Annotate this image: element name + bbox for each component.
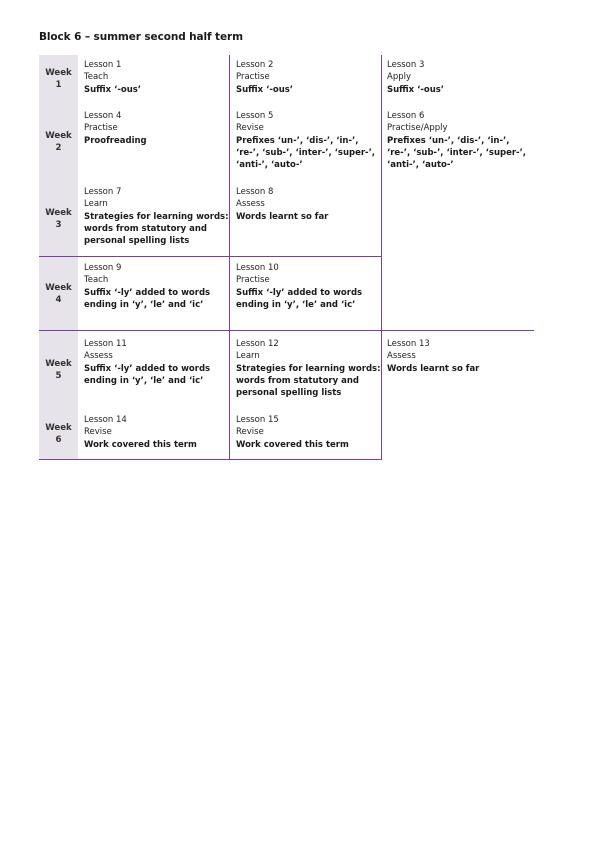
lesson-title: Lesson 5 — [236, 111, 274, 121]
lesson-14-cell — [84, 414, 229, 451]
lesson-title: Lesson 14 — [84, 415, 127, 425]
lesson-topic: Suffix ‘-ous’ — [387, 84, 445, 95]
column-divider-2 — [381, 55, 382, 460]
lesson-2-cell — [236, 59, 381, 96]
lesson-stage: Practise — [236, 72, 270, 83]
lesson-topic: Suffix ‘-ly’ added to words ending in ‘y’, ‘le’ and ‘ic’ — [236, 287, 363, 310]
lesson-title: Lesson 8 — [236, 187, 274, 197]
lesson-title: Lesson 4 — [84, 111, 122, 121]
lesson-stage: Learn — [236, 351, 260, 362]
lesson-topic: Work covered this term — [236, 439, 349, 450]
week-label-5: Week 5 — [39, 331, 78, 409]
lesson-topic: Suffix ‘-ly’ added to words ending in ‘y’, ‘le’ and ‘ic’ — [84, 287, 211, 310]
lesson-stage: Assess — [236, 199, 265, 210]
lesson-topic: Proofreading — [84, 135, 147, 146]
week-label-3: Week 3 — [39, 181, 78, 257]
lesson-stage: Practise — [236, 275, 270, 286]
lesson-12-cell — [236, 338, 382, 399]
lesson-title: Lesson 11 — [84, 339, 127, 349]
row-divider-week3 — [39, 256, 382, 257]
lesson-10-cell — [236, 262, 382, 311]
lesson-stage: Practise/Apply — [387, 123, 448, 134]
lesson-topic: Suffix ‘-ous’ — [84, 84, 142, 95]
lesson-topic: Words learnt so far — [236, 211, 329, 222]
lesson-title: Lesson 15 — [236, 415, 279, 425]
lesson-stage: Practise — [84, 123, 118, 134]
lesson-stage: Apply — [387, 72, 411, 83]
week-label-6: Week 6 — [39, 409, 78, 459]
lesson-topic: Words learnt so far — [387, 363, 480, 374]
lesson-title: Lesson 7 — [84, 187, 122, 197]
lesson-topic: Prefixes ‘un-’, ‘dis-’, ‘in-’, ‘re-’, ‘sub-’, ‘inter-’, ‘super-’, ‘anti-’, ‘auto-’ — [236, 135, 376, 171]
lesson-title: Lesson 1 — [84, 60, 122, 70]
column-divider-1 — [229, 55, 230, 460]
lesson-topic: Suffix ‘-ous’ — [236, 84, 294, 95]
lesson-1-cell — [84, 59, 224, 96]
lesson-title: Lesson 3 — [387, 60, 425, 70]
lesson-topic: Work covered this term — [84, 439, 197, 450]
lesson-stage: Revise — [84, 427, 112, 438]
lesson-stage: Learn — [84, 199, 108, 210]
lesson-stage: Teach — [84, 72, 109, 83]
lesson-3-cell — [387, 59, 532, 96]
lesson-5-cell — [236, 110, 382, 171]
lesson-title: Lesson 2 — [236, 60, 274, 70]
lesson-7-cell — [84, 186, 230, 247]
lesson-15-cell — [236, 414, 381, 451]
lesson-topic: Strategies for learning words: words from statutory and personal spelling lists — [236, 363, 381, 399]
table-bottom-rule — [39, 459, 382, 460]
lesson-stage: Assess — [387, 351, 416, 362]
lesson-8-cell — [236, 186, 381, 223]
lesson-title: Lesson 13 — [387, 339, 430, 349]
lesson-stage: Assess — [84, 351, 113, 362]
lesson-title: Lesson 6 — [387, 111, 425, 121]
lesson-6-cell — [387, 110, 533, 171]
lesson-4-cell — [84, 110, 224, 147]
lesson-title: Lesson 12 — [236, 339, 279, 349]
row-divider-week4 — [39, 330, 534, 331]
lesson-11-cell — [84, 338, 230, 387]
lesson-title: Lesson 10 — [236, 263, 279, 273]
lesson-topic: Strategies for learning words: words from statutory and personal spelling lists — [84, 211, 229, 247]
lesson-13-cell — [387, 338, 532, 375]
lesson-9-cell — [84, 262, 230, 311]
week-label-4: Week 4 — [39, 257, 78, 331]
week-label-2: Week 2 — [39, 103, 78, 181]
lesson-topic: Prefixes ‘un-’, ‘dis-’, ‘in-’, ‘re-’, ‘sub-’, ‘inter-’, ‘super-’, ‘anti-’, ‘auto-’ — [387, 135, 527, 171]
lesson-stage: Teach — [84, 275, 109, 286]
lesson-stage: Revise — [236, 123, 264, 134]
page-title: Block 6 – summer second half term — [39, 31, 243, 43]
lesson-title: Lesson 9 — [84, 263, 122, 273]
week-label-1: Week 1 — [39, 55, 78, 103]
lesson-schedule-table — [39, 55, 534, 460]
lesson-topic: Suffix ‘-ly’ added to words ending in ‘y’, ‘le’ and ‘ic’ — [84, 363, 211, 386]
lesson-stage: Revise — [236, 427, 264, 438]
